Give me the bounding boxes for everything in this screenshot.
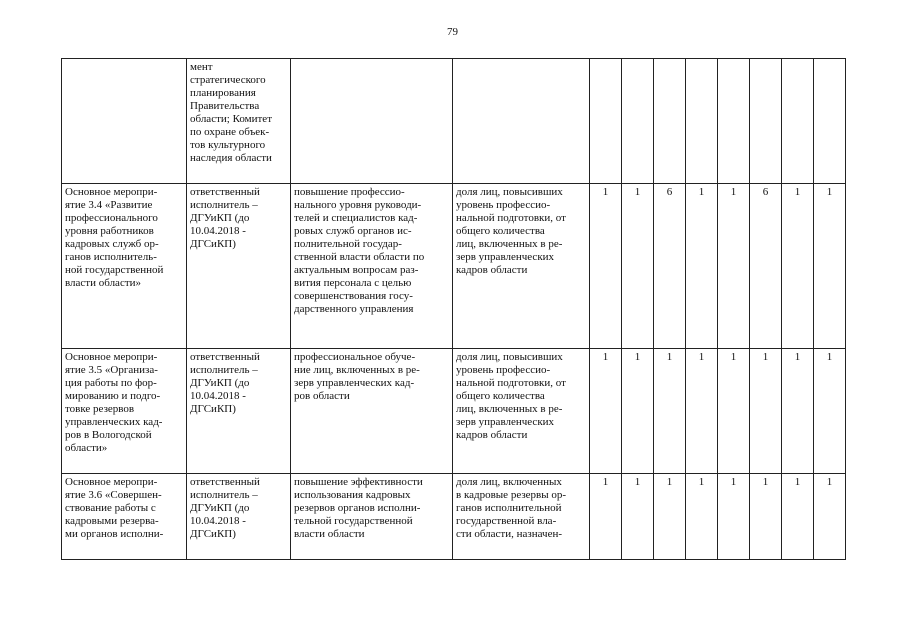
executor-cell: мент стратегического планирования Правительства области; Комитет по охране объек- тов культурного наследия области — [187, 59, 291, 184]
value-cell: 1 — [782, 184, 814, 349]
value-cell: 6 — [750, 184, 782, 349]
value-cell: 1 — [590, 349, 622, 474]
value-cell — [814, 59, 846, 184]
value-cell: 1 — [590, 474, 622, 560]
value-cell: 1 — [718, 349, 750, 474]
value-cell — [750, 59, 782, 184]
value-cell: 1 — [622, 349, 654, 474]
value-cell: 1 — [782, 474, 814, 560]
result-cell: повышение эффективности использования кадровых резервов органов исполни- тельной государственной власти области — [291, 474, 453, 560]
value-cell — [782, 59, 814, 184]
value-cell: 1 — [590, 184, 622, 349]
value-cell: 1 — [654, 474, 686, 560]
executor-cell: ответственный исполнитель – ДГУиКП (до 10.04.2018 - ДГСиКП) — [187, 474, 291, 560]
table-row — [62, 349, 846, 474]
table-row — [62, 59, 846, 184]
measure-cell: Основное меропри- ятие 3.4 «Развитие профессионального уровня работников кадровых служб ор- ганов исполнитель- ной государственной власти области» — [62, 184, 187, 349]
indicator-cell: доля лиц, включенных в кадровые резервы ор- ганов исполнительной государственной вла- сти области, назначен- — [453, 474, 590, 560]
result-cell — [291, 59, 453, 184]
value-cell: 1 — [686, 184, 718, 349]
indicator-cell: доля лиц, повысивших уровень профессио- нальной подготовки, от общего количества лиц, включенных в ре- зерв управленческих кадров области — [453, 184, 590, 349]
indicator-cell: доля лиц, повысивших уровень профессио- нальной подготовки, от общего количества лиц, включенных в ре- зерв управленческих кадров области — [453, 349, 590, 474]
table-row — [62, 184, 846, 349]
executor-cell: ответственный исполнитель – ДГУиКП (до 10.04.2018 - ДГСиКП) — [187, 184, 291, 349]
value-cell: 1 — [622, 474, 654, 560]
value-cell — [654, 59, 686, 184]
table-row — [62, 474, 846, 560]
value-cell: 1 — [686, 474, 718, 560]
value-cell: 1 — [654, 349, 686, 474]
value-cell: 1 — [686, 349, 718, 474]
value-cell: 1 — [622, 184, 654, 349]
measure-cell: Основное меропри- ятие 3.6 «Совершен- ствование работы с кадровыми резерва- ми органов исполни- — [62, 474, 187, 560]
page-number: 79 — [447, 26, 458, 38]
value-cell: 1 — [782, 349, 814, 474]
program-measures-table — [61, 58, 846, 560]
result-cell: профессиональное обуче- ние лиц, включенных в ре- зерв управленческих кад- ров области — [291, 349, 453, 474]
value-cell: 1 — [718, 474, 750, 560]
result-cell: повышение профессио- нального уровня руководи- телей и специалистов кад- ровых служб органов ис- полнительной государ- ственной власти области по актуальным вопросам раз- вития персонала с целью совершенствования госу- дарственного управления — [291, 184, 453, 349]
value-cell: 1 — [718, 184, 750, 349]
value-cell: 1 — [750, 349, 782, 474]
value-cell — [686, 59, 718, 184]
value-cell — [590, 59, 622, 184]
measure-cell — [62, 59, 187, 184]
indicator-cell — [453, 59, 590, 184]
value-cell: 1 — [814, 349, 846, 474]
value-cell: 6 — [654, 184, 686, 349]
value-cell — [622, 59, 654, 184]
executor-cell: ответственный исполнитель – ДГУиКП (до 10.04.2018 - ДГСиКП) — [187, 349, 291, 474]
value-cell: 1 — [814, 184, 846, 349]
value-cell: 1 — [750, 474, 782, 560]
value-cell: 1 — [814, 474, 846, 560]
measure-cell: Основное меропри- ятие 3.5 «Организа- ция работы по фор- мированию и подго- товке резервов управленческих кад- ров в Вологодской области» — [62, 349, 187, 474]
value-cell — [718, 59, 750, 184]
